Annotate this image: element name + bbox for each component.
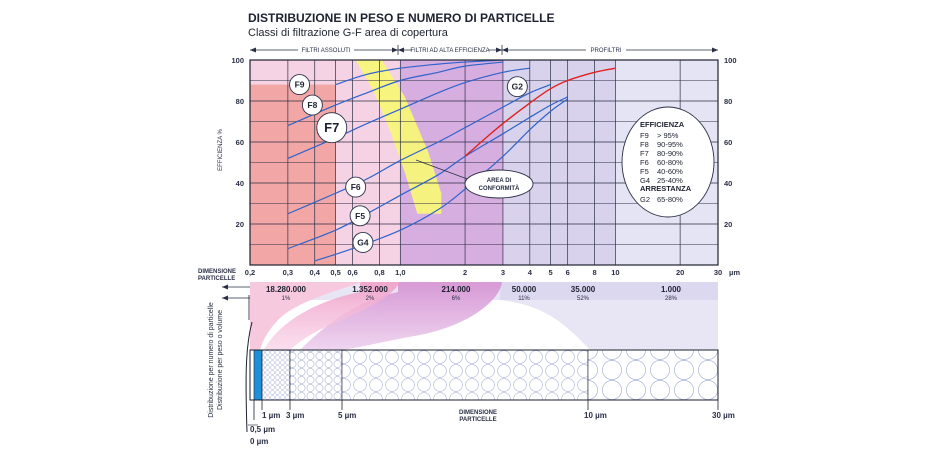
arrestance-range: 65-80%: [657, 195, 683, 204]
arrestance-heading: ARRESTANZA: [640, 184, 692, 193]
x-tick: 0,3: [282, 268, 294, 277]
particle-weight-pct: 11%: [518, 296, 530, 302]
efficiency-range: 60-80%: [657, 158, 683, 167]
scale-label-30um: 30 µm: [712, 411, 735, 420]
particle-count: 214.000: [441, 285, 471, 294]
x-tick: 2: [462, 268, 468, 277]
particle-count: 1.000: [660, 285, 682, 294]
band-label-alta-efficienza: FILTRI AD ALTA EFFICIENZA: [410, 48, 490, 54]
scale-label-0um: 0 µm: [250, 437, 269, 446]
particle-bar: [250, 350, 718, 400]
scale-label-3um: 3 µm: [286, 411, 305, 420]
particle-count: 18.280.000: [265, 285, 307, 294]
distribution-flow: [250, 282, 718, 350]
x-tick: 10: [611, 268, 620, 277]
badge-label-f8: F8: [307, 100, 318, 111]
conformity-label-1: AREA DI: [486, 178, 512, 184]
efficiency-class: F6: [640, 158, 649, 167]
scale-label-5um: 5 µm: [338, 411, 357, 420]
efficiency-class: F5: [640, 167, 649, 176]
badge-label-f7: F7: [324, 120, 340, 136]
badge-label-g2: G2: [511, 81, 524, 92]
x-unit: µm: [729, 268, 740, 277]
badge-g4: [353, 232, 373, 252]
efficiency-class: F7: [640, 149, 649, 158]
x-tick: 0,6: [347, 268, 358, 277]
particle-weight-pct: 28%: [664, 296, 678, 302]
y-tick-left: 60: [235, 138, 244, 147]
y-axis-left: [231, 56, 244, 229]
particle-weight-pct: 52%: [576, 296, 590, 302]
y-axis-label: EFFICIENZA %: [218, 129, 224, 171]
y-tick-right: 60: [724, 138, 733, 147]
y-tick-right: 40: [724, 179, 733, 188]
efficiency-class: F9: [640, 131, 649, 140]
chart-subtitle: Classi di filtrazione G-F area di copertura: [248, 27, 448, 39]
badge-f7: [317, 113, 347, 143]
arrow-right-icon: [712, 48, 718, 53]
band-label-assoluti: FILTRI ASSOLUTI: [301, 48, 351, 54]
chart-title: DISTRIBUZIONE IN PESO E NUMERO DI PARTICELLE: [248, 11, 555, 25]
y-tick-left: 20: [235, 220, 244, 229]
particle-count: 35.000: [570, 285, 596, 294]
badge-f5: [350, 206, 370, 226]
arrestance-class: G2: [640, 195, 651, 204]
band-label-profiltri: PROFILTRI: [590, 48, 622, 54]
particle-weight-pct: 1%: [281, 296, 291, 302]
y-tick-right: 100: [724, 56, 737, 65]
y-axis-right: [724, 56, 737, 229]
arrow-right-icon: [496, 48, 502, 53]
x-tick: 6: [565, 268, 570, 277]
side-label-weight: Distribuzione per peso o volume: [217, 310, 224, 410]
x-axis-label-line1: DIMENSIONE: [198, 269, 237, 275]
efficiency-heading: EFFICIENZA: [640, 120, 685, 129]
particle-weight-pct: 2%: [365, 296, 375, 302]
count-arrows: [222, 285, 250, 301]
efficiency-class: F8: [640, 140, 649, 149]
particle-count: 1.352.000: [352, 285, 388, 294]
x-tick: 20: [675, 268, 685, 277]
particle-count: 50.000: [511, 285, 537, 294]
efficiency-range: > 95%: [657, 131, 679, 140]
x-tick: 8: [592, 268, 597, 277]
y-tick-right: 80: [724, 97, 733, 106]
bottom-axis-label-2: PARTICELLE: [459, 417, 497, 423]
badge-f8: [302, 95, 322, 115]
efficiency-legend: [622, 107, 714, 217]
badge-label-f5: F5: [355, 210, 366, 221]
y-tick-right: 20: [724, 220, 733, 229]
y-tick-left: 100: [231, 56, 244, 65]
badge-label-f6: F6: [350, 182, 361, 193]
efficiency-range: 80-90%: [657, 149, 683, 158]
x-tick: 30: [713, 268, 723, 277]
band-header: [250, 45, 718, 55]
arrow-left-icon: [502, 48, 508, 53]
badge-f6: [346, 177, 366, 197]
badge-g2: [507, 77, 527, 97]
efficiency-class: G4: [640, 176, 651, 185]
arrow-left-icon: [250, 48, 256, 53]
badge-label-g4: G4: [357, 237, 369, 248]
efficiency-range: 40-60%: [657, 167, 683, 176]
arrow-right-icon: [392, 48, 398, 53]
badge-f9: [290, 75, 310, 95]
y-tick-left: 80: [235, 97, 244, 106]
badge-label-f9: F9: [294, 79, 305, 90]
scale-label-0-5um: 0,5 µm: [250, 425, 276, 434]
side-label-number: Distribuzione per numero di particelle: [208, 302, 215, 418]
particle-weight-pct: 6%: [451, 296, 461, 302]
x-tick: 5: [548, 268, 553, 277]
x-tick: 0,8: [374, 268, 385, 277]
efficiency-range: 90-95%: [657, 140, 683, 149]
x-tick: 0,4: [309, 268, 320, 277]
x-tick: 1,0: [395, 268, 406, 277]
scale-label-10um: 10 µm: [584, 411, 607, 420]
x-axis: [245, 268, 722, 277]
scale-label-1um: 1 µm: [262, 411, 281, 420]
x-tick: 4: [527, 268, 532, 277]
efficiency-range: 25-40%: [657, 176, 683, 185]
bottom-scale: [248, 400, 735, 446]
arrow-left-icon: [398, 48, 404, 53]
x-tick: 0,2: [244, 268, 256, 277]
x-axis-label-line2: PARTICELLE: [198, 276, 236, 282]
y-tick-left: 40: [235, 179, 244, 188]
x-tick: 3: [500, 268, 506, 277]
conformity-label-2: CONFORMITÀ: [478, 186, 520, 192]
x-tick: 0,5: [330, 268, 341, 277]
bottom-axis-label-1: DIMENSIONE: [458, 410, 498, 416]
